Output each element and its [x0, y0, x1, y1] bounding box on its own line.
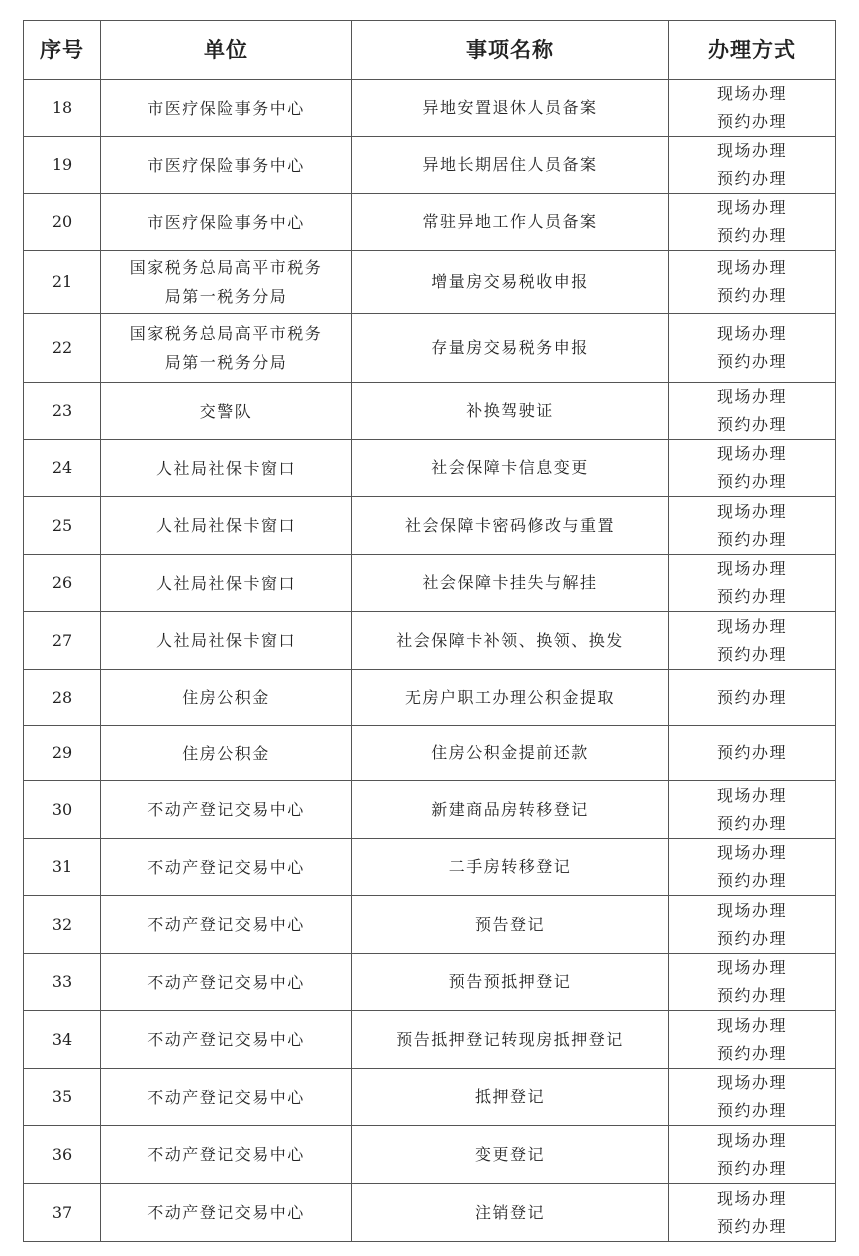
table-row — [24, 314, 836, 383]
method-line: 现场办理 — [716, 387, 787, 406]
cell-seq: 19 — [24, 137, 101, 194]
method-line: 现场办理 — [716, 616, 787, 636]
method-line: 预约办理 — [716, 986, 787, 1005]
unit-line: 人社局社保卡窗口 — [155, 631, 296, 650]
table-row — [24, 839, 836, 896]
cell-method — [669, 497, 836, 555]
cell-item: 新建商品房转移登记 — [352, 781, 669, 839]
table-row — [24, 1069, 836, 1126]
cell-unit — [101, 670, 352, 726]
method-line: 现场办理 — [716, 843, 787, 862]
cell-unit — [101, 954, 352, 1011]
cell-method — [669, 781, 836, 839]
cell-method — [669, 1069, 836, 1126]
unit-line: 住房公积金 — [182, 688, 270, 707]
cell-seq: 32 — [24, 896, 101, 954]
method-line: 预约办理 — [716, 352, 787, 371]
unit-line: 人社局社保卡窗口 — [155, 516, 296, 535]
header-method: 办理方式 — [669, 21, 836, 80]
cell-seq: 31 — [24, 839, 101, 896]
cell-unit — [101, 839, 352, 896]
cell-item: 存量房交易税务申报 — [352, 314, 669, 383]
table-row — [24, 80, 836, 137]
method-line: 预约办理 — [716, 529, 787, 549]
cell-item: 常驻异地工作人员备案 — [352, 194, 669, 251]
unit-line: 交警队 — [199, 401, 253, 421]
cell-item: 二手房转移登记 — [352, 839, 669, 896]
cell-unit — [101, 896, 352, 954]
header-item: 事项名称 — [352, 21, 669, 80]
cell-unit — [101, 612, 352, 670]
method-line: 预约办理 — [716, 1158, 787, 1178]
table-row — [24, 726, 836, 781]
unit-line: 市医疗保险事务中心 — [147, 155, 305, 175]
unit-line: 不动产登记交易中心 — [147, 1030, 305, 1049]
cell-unit — [101, 314, 352, 383]
cell-unit — [101, 726, 352, 781]
unit-line: 局第一税务分局 — [164, 353, 288, 372]
method-line: 现场办理 — [716, 958, 787, 977]
unit-line: 市医疗保险事务中心 — [147, 212, 305, 232]
cell-item: 注销登记 — [352, 1184, 669, 1242]
method-line: 预约办理 — [716, 743, 787, 762]
cell-method — [669, 1184, 836, 1242]
cell-seq: 24 — [24, 440, 101, 497]
service-table — [23, 20, 836, 1242]
cell-method — [669, 383, 836, 440]
cell-method — [669, 839, 836, 896]
unit-line: 不动产登记交易中心 — [147, 857, 305, 877]
cell-method — [669, 314, 836, 383]
cell-unit — [101, 1126, 352, 1184]
cell-seq: 23 — [24, 383, 101, 440]
method-line: 现场办理 — [716, 1073, 787, 1092]
cell-seq: 37 — [24, 1184, 101, 1242]
cell-seq: 26 — [24, 555, 101, 612]
table-row — [24, 1184, 836, 1242]
method-line: 预约办理 — [716, 169, 787, 188]
cell-method — [669, 726, 836, 781]
cell-method — [669, 954, 836, 1011]
cell-unit — [101, 383, 352, 440]
table-row — [24, 1126, 836, 1184]
cell-item: 无房户职工办理公积金提取 — [352, 670, 669, 726]
unit-line: 不动产登记交易中心 — [147, 1087, 305, 1107]
method-line: 预约办理 — [716, 286, 787, 305]
cell-unit — [101, 1069, 352, 1126]
cell-seq: 25 — [24, 497, 101, 555]
method-line: 预约办理 — [716, 871, 787, 890]
unit-line: 人社局社保卡窗口 — [155, 458, 296, 478]
cell-item: 异地安置退休人员备案 — [352, 80, 669, 137]
method-line: 预约办理 — [716, 644, 787, 664]
cell-seq: 18 — [24, 80, 101, 137]
cell-unit — [101, 80, 352, 137]
cell-method — [669, 1011, 836, 1069]
table-row — [24, 1011, 836, 1069]
method-line: 预约办理 — [716, 587, 787, 606]
cell-item: 异地长期居住人员备案 — [352, 137, 669, 194]
cell-unit — [101, 194, 352, 251]
unit-line: 住房公积金 — [182, 743, 270, 763]
method-line: 现场办理 — [716, 1130, 787, 1150]
header-unit: 单位 — [101, 21, 352, 80]
cell-seq: 29 — [24, 726, 101, 781]
cell-method — [669, 80, 836, 137]
method-line: 预约办理 — [716, 687, 787, 707]
unit-line: 不动产登记交易中心 — [147, 915, 305, 934]
cell-item: 增量房交易税收申报 — [352, 251, 669, 314]
method-line: 现场办理 — [716, 444, 787, 463]
header-row — [24, 21, 836, 80]
cell-method — [669, 612, 836, 670]
unit-line: 不动产登记交易中心 — [147, 972, 305, 992]
method-line: 现场办理 — [716, 141, 787, 160]
cell-item: 社会保障卡信息变更 — [352, 440, 669, 497]
cell-unit — [101, 781, 352, 839]
method-line: 现场办理 — [716, 1015, 787, 1035]
method-line: 预约办理 — [716, 1101, 787, 1120]
unit-line: 市医疗保险事务中心 — [147, 98, 305, 118]
method-line: 现场办理 — [716, 198, 787, 217]
table-row — [24, 954, 836, 1011]
method-line: 预约办理 — [716, 472, 787, 491]
table-row — [24, 612, 836, 670]
table-row — [24, 251, 836, 314]
method-line: 预约办理 — [716, 813, 787, 833]
cell-seq: 20 — [24, 194, 101, 251]
method-line: 预约办理 — [716, 1043, 787, 1063]
cell-item: 补换驾驶证 — [352, 383, 669, 440]
cell-unit — [101, 1184, 352, 1242]
cell-seq: 22 — [24, 314, 101, 383]
table-row — [24, 440, 836, 497]
unit-line: 不动产登记交易中心 — [147, 1203, 305, 1222]
cell-unit — [101, 1011, 352, 1069]
method-line: 现场办理 — [716, 1188, 787, 1208]
cell-method — [669, 896, 836, 954]
method-line: 预约办理 — [716, 415, 787, 434]
method-line: 预约办理 — [716, 1216, 787, 1236]
method-line: 现场办理 — [716, 501, 787, 521]
method-line: 预约办理 — [716, 112, 787, 131]
cell-seq: 21 — [24, 251, 101, 314]
method-line: 预约办理 — [716, 928, 787, 948]
table-row — [24, 383, 836, 440]
cell-unit — [101, 497, 352, 555]
cell-method — [669, 670, 836, 726]
cell-item: 住房公积金提前还款 — [352, 726, 669, 781]
table-row — [24, 896, 836, 954]
cell-unit — [101, 440, 352, 497]
method-line: 预约办理 — [716, 226, 787, 245]
cell-item: 抵押登记 — [352, 1069, 669, 1126]
cell-item: 社会保障卡补领、换领、换发 — [352, 612, 669, 670]
method-line: 现场办理 — [716, 84, 787, 103]
cell-item: 预告抵押登记转现房抵押登记 — [352, 1011, 669, 1069]
cell-seq: 36 — [24, 1126, 101, 1184]
cell-item: 变更登记 — [352, 1126, 669, 1184]
method-line: 现场办理 — [716, 258, 787, 277]
method-line: 现场办理 — [716, 785, 787, 805]
cell-seq: 34 — [24, 1011, 101, 1069]
table-row — [24, 137, 836, 194]
unit-line: 国家税务总局高平市税务 — [129, 324, 323, 343]
cell-unit — [101, 251, 352, 314]
cell-seq: 35 — [24, 1069, 101, 1126]
cell-method — [669, 440, 836, 497]
cell-method — [669, 137, 836, 194]
method-line: 现场办理 — [716, 900, 787, 920]
table-body — [24, 80, 836, 1242]
cell-method — [669, 251, 836, 314]
unit-line: 人社局社保卡窗口 — [155, 573, 296, 593]
header-seq: 序号 — [24, 21, 101, 80]
unit-line: 不动产登记交易中心 — [147, 1145, 305, 1164]
cell-unit — [101, 555, 352, 612]
cell-item: 社会保障卡密码修改与重置 — [352, 497, 669, 555]
method-line: 现场办理 — [716, 324, 787, 343]
cell-method — [669, 555, 836, 612]
table-row — [24, 194, 836, 251]
cell-item: 预告预抵押登记 — [352, 954, 669, 1011]
cell-seq: 30 — [24, 781, 101, 839]
table-row — [24, 555, 836, 612]
cell-method — [669, 194, 836, 251]
cell-seq: 27 — [24, 612, 101, 670]
cell-unit — [101, 137, 352, 194]
cell-method — [669, 1126, 836, 1184]
method-line: 现场办理 — [716, 559, 787, 578]
unit-line: 国家税务总局高平市税务 — [129, 258, 323, 277]
unit-line: 局第一税务分局 — [164, 287, 288, 306]
table-row — [24, 781, 836, 839]
cell-item: 社会保障卡挂失与解挂 — [352, 555, 669, 612]
table-row — [24, 497, 836, 555]
cell-item: 预告登记 — [352, 896, 669, 954]
cell-seq: 33 — [24, 954, 101, 1011]
unit-line: 不动产登记交易中心 — [147, 800, 305, 819]
table-row — [24, 670, 836, 726]
cell-seq: 28 — [24, 670, 101, 726]
